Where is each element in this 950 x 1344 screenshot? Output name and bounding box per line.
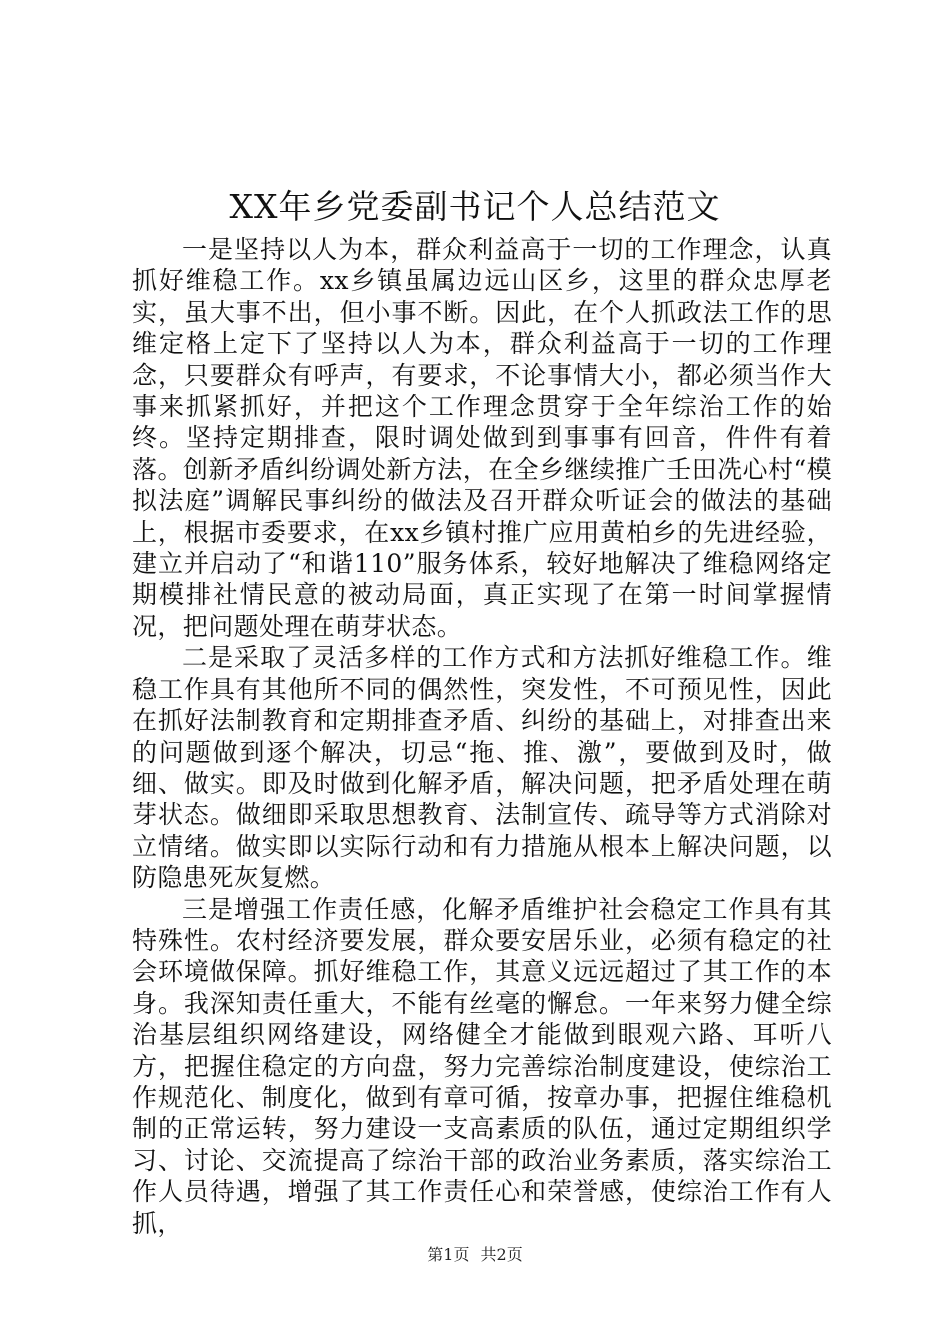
document-title: XX年乡党委副书记个人总结范文 xyxy=(229,187,721,226)
paragraph-3: 三是增强工作责任感，化解矛盾维护社会稳定工作具有其特殊性。农村经济要发展，群众要安居乐业，必须有稳定的社会环境做保障。抓好维稳工作，其意义远远超过了其工作的本身。我深知责任重大，不能有丝毫的懈怠。一年来努力健全综治基层组织网络建设，网络健全才能做到眼观六路、耳听八方，把握住稳定的方向盘，努力完善综治制度建设，使综治工作规范化、制度化，做到有章可循，按章办事，把握住维稳机制的正常运转，努力建设一支高素质的队伍，通过定期组织学习、讨论、交流提高了综治干部的政治业务素质，落实综治工作人员待遇，增强了其工作责任心和荣誉感，使综治工作有人抓， xyxy=(132,894,832,1238)
paragraph-2: 二是采取了灵活多样的工作方式和方法抓好维稳工作。维稳工作具有其他所不同的偶然性，突发性，不可预见性，因此在抓好法制教育和定期排查矛盾、纠纷的基础上，对排查出来的问题做到逐个解决，切忌“拖、推、激”，要做到及时，做细、做实。即及时做到化解矛盾，解决问题，把矛盾处理在萌芽状态。做细即采取思想教育、法制宣传、疏导等方式消除对立情绪。做实即以实际行动和有力措施从根本上解决问题，以防隐患死灰复燃。 xyxy=(132,643,832,893)
page-footer xyxy=(0,1245,950,1265)
page-number: 第1页 xyxy=(427,1245,470,1264)
page-total: 共2页 xyxy=(480,1245,523,1264)
paragraph-1: 一是坚持以人为本，群众利益高于一切的工作理念，认真抓好维稳工作。xx乡镇虽属边远山区乡，这里的群众忠厚老实，虽大事不出，但小事不断。因此，在个人抓政法工作的思维定格上定下了坚持以人为本，群众利益高于一切的工作理念，只要群众有呼声，有要求，不论事情大小，都必须当作大事来抓紧抓好，并把这个工作理念贯穿于全年综治工作的始终。坚持定期排查，限时调处做到到事事有回音，件件有着落。创新矛盾纠纷调处新方法，在全乡继续推广壬田冼心村“模拟法庭”调解民事纠纷的做法及召开群众听证会的做法的基础上，根据市委要求，在xx乡镇村推广应用黄柏乡的先进经验，建立并启动了“和谐110”服务体系，较好地解决了维稳网络定期模排社情民意的被动局面，真正实现了在第一时间掌握情况，把问题处理在萌芽状态。 xyxy=(132,235,832,641)
document-body xyxy=(132,234,832,1239)
